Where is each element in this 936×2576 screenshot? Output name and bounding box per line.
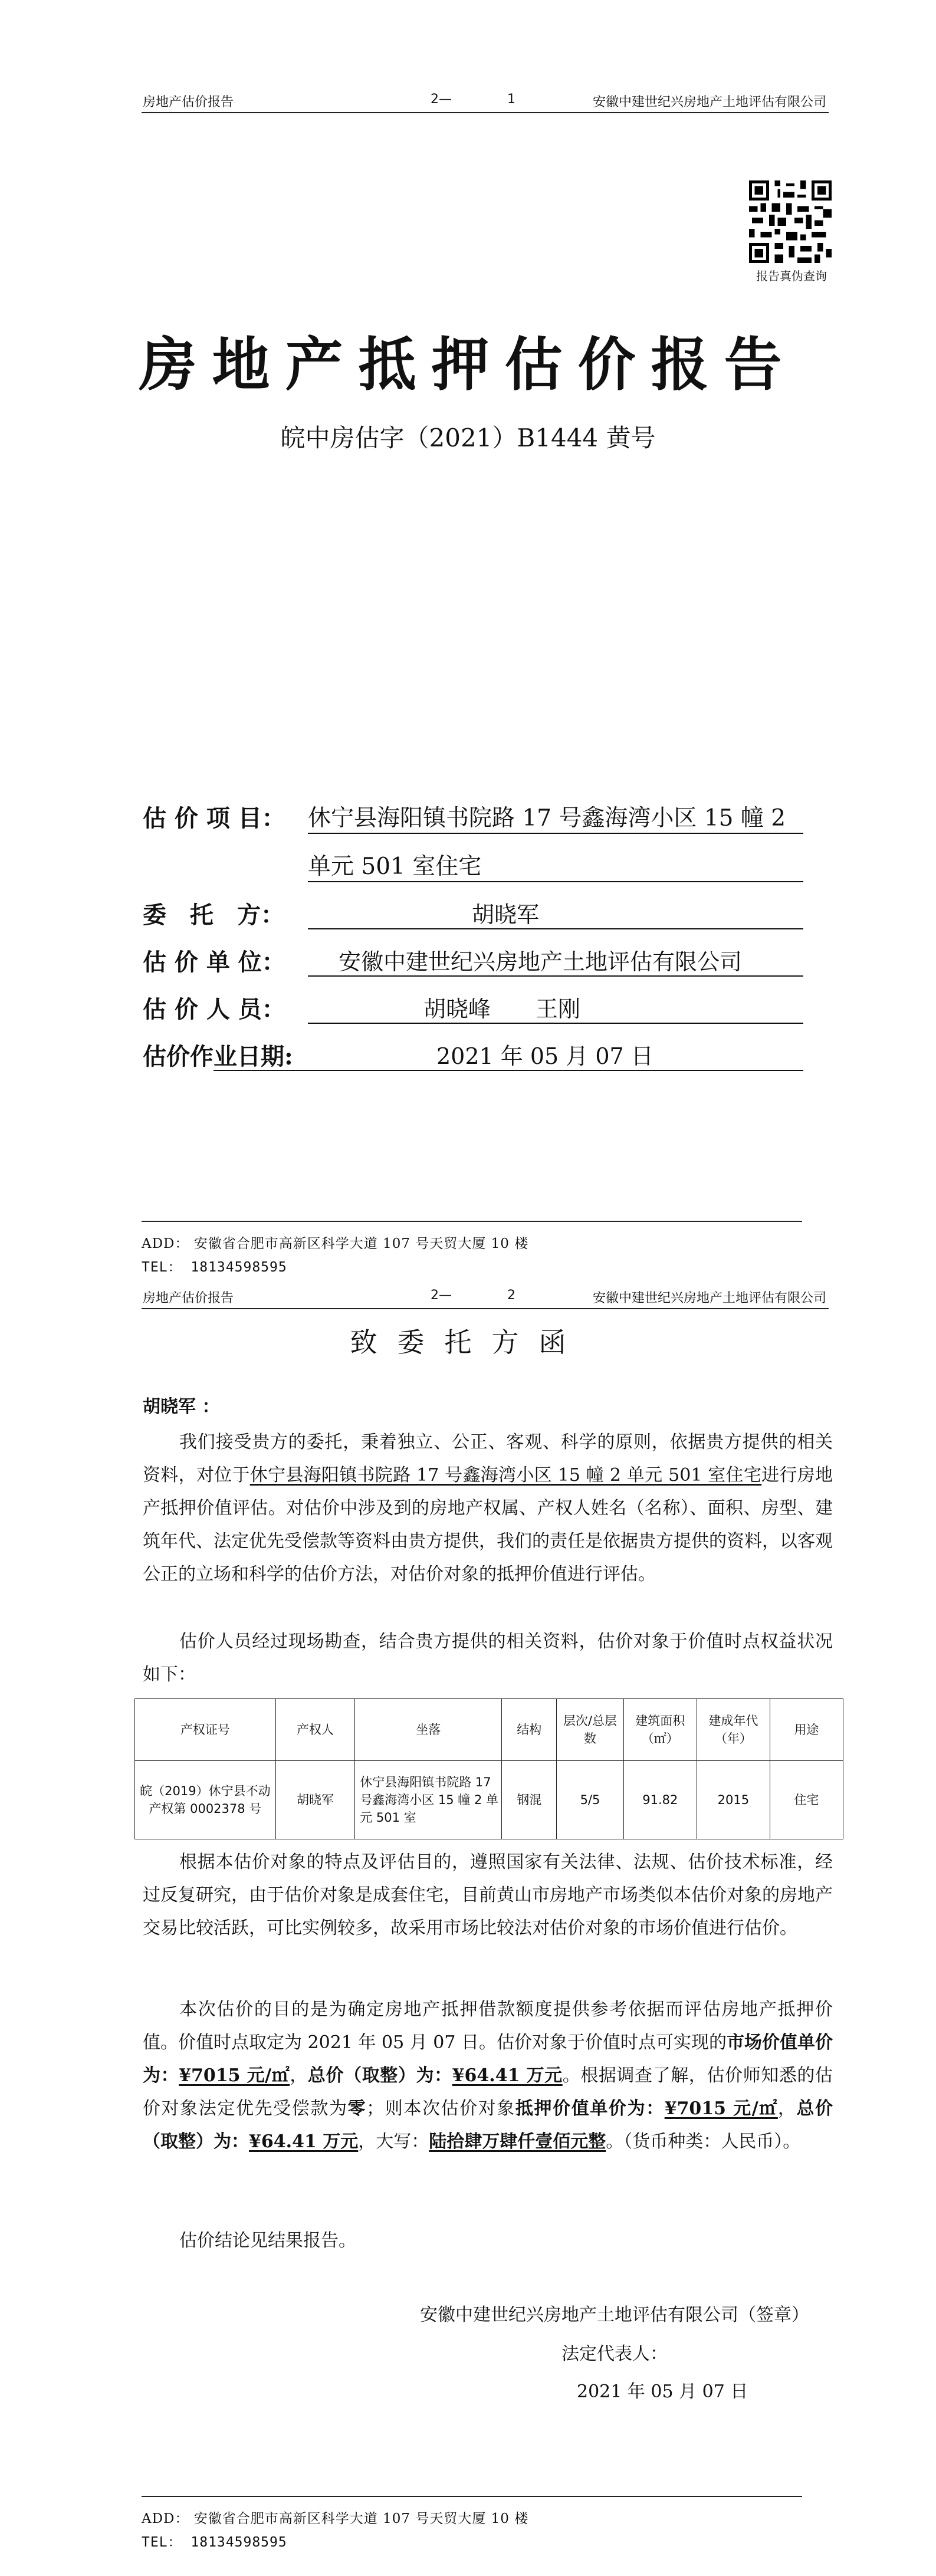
table-header-row bbox=[135, 1699, 843, 1761]
page2-running-header bbox=[142, 1284, 829, 1309]
table-header-cell: 坐落 bbox=[355, 1699, 502, 1761]
footer-tel: TEL： 18134598595 bbox=[142, 1260, 287, 1275]
paragraph-text: 。（货币种类：人民币）。 bbox=[606, 2131, 801, 2152]
market-unit-price: ¥7015 元/㎡ bbox=[179, 2065, 290, 2086]
paragraph-intro bbox=[143, 1426, 833, 1591]
qr-code[interactable] bbox=[749, 180, 832, 263]
underline bbox=[308, 975, 803, 977]
field-value-project-line2: 单元 501 室住宅 bbox=[308, 853, 482, 880]
market-total-price: ¥64.41 万元 bbox=[452, 2065, 563, 2086]
paragraph-text: 本次估价的目的是为确定房地产抵押借款额度提供参考依据而评估房地产抵押价值。价值时点取定为 2021 年 05 月 07 日。估价对象于价值时点可实现的 bbox=[143, 1999, 833, 2053]
table-cell: 5/5 bbox=[557, 1761, 624, 1839]
property-address: 休宁县海阳镇书院路 17 号鑫海湾小区 15 幢 2 单元 501 室住宅 bbox=[249, 1465, 762, 1486]
field-label-client: 委 托 方： bbox=[143, 901, 284, 929]
table-cell: 皖（2019）休宁县不动产权第 0002378 号 bbox=[135, 1761, 276, 1839]
underline bbox=[308, 833, 803, 834]
priority-claim-value: 零 bbox=[347, 2098, 367, 2119]
underline bbox=[214, 1070, 803, 1071]
footer-rule bbox=[142, 1221, 802, 1222]
header-page-prefix: 2— bbox=[431, 1288, 452, 1303]
field-label-work-date: 估价作业日期: bbox=[143, 1043, 293, 1070]
signature-legal-rep: 法定代表人： bbox=[561, 2344, 668, 2364]
underline bbox=[308, 1023, 803, 1024]
mortgage-unit-price-label: 抵押价值单价为： bbox=[515, 2098, 665, 2119]
property-info-table bbox=[134, 1698, 843, 1839]
field-value-project-line1: 休宁县海阳镇书院路 17 号鑫海湾小区 15 幢 2 bbox=[308, 805, 786, 832]
table-header-cell: 用途 bbox=[770, 1699, 843, 1761]
header-page-prefix: 2— bbox=[431, 92, 452, 107]
table-cell: 钢混 bbox=[502, 1761, 557, 1839]
table-cell: 休宁县海阳镇书院路 17 号鑫海湾小区 15 幢 2 单元 501 室 bbox=[355, 1761, 502, 1839]
report-number: 皖中房估字（2021）B1444 黄号 bbox=[280, 423, 656, 452]
table-cell: 91.82 bbox=[623, 1761, 697, 1839]
signature-company: 安徽中建世纪兴房地产土地评估有限公司（签章） bbox=[420, 2305, 809, 2325]
table-header-cell: 产权人 bbox=[275, 1699, 354, 1761]
mortgage-total-price: ¥64.41 万元 bbox=[249, 2131, 359, 2152]
paragraph-text: ，大写： bbox=[358, 2131, 429, 2152]
paragraph-text: ， bbox=[777, 2098, 797, 2119]
table-header-cell: 产权证号 bbox=[135, 1699, 276, 1761]
table-row bbox=[135, 1761, 843, 1839]
table-header-cell: 层次/总层数 bbox=[557, 1699, 624, 1761]
salutation: 胡晓军 ： bbox=[143, 1397, 220, 1417]
field-label-project: 估 价 项 目： bbox=[143, 804, 285, 832]
total-price-in-words: 陆拾肆万肆仟壹佰元整 bbox=[429, 2131, 606, 2152]
signature-date: 2021 年 05 月 07 日 bbox=[577, 2381, 748, 2402]
letter-title: 致委托方函 bbox=[350, 1326, 586, 1358]
table-header-cell: 建成年代（年） bbox=[697, 1699, 770, 1761]
mortgage-total-price-label: 总价（取整）为： bbox=[143, 2098, 833, 2152]
header-left-text: 房地产估价报告 bbox=[143, 95, 234, 110]
field-value-appraiser-company: 安徽中建世纪兴房地产土地评估有限公司 bbox=[339, 949, 743, 975]
footer-address: ADD： 安徽省合肥市高新区科学大道 107 号天贸大厦 10 楼 bbox=[142, 2511, 529, 2526]
footer-address: ADD： 安徽省合肥市高新区科学大道 107 号天贸大厦 10 楼 bbox=[142, 1236, 529, 1251]
field-value-work-date: 2021 年 05 月 07 日 bbox=[436, 1043, 653, 1069]
paragraph-text: 。根据调查了解，估价师知悉的估价对象法定优先受偿款为 bbox=[143, 2065, 833, 2119]
paragraph-valuation bbox=[143, 1993, 833, 2158]
paragraph-text: 进行房地产抵押价值评估。对估价中涉及到的房地产权属、产权人姓名（名称）、面积、房型、建筑年代、法定优先受偿款等资料由贵方提供，我们的责任是依据贵方提供的资料，以客观公正的立场和科学的估价方法，对估价对象的抵押价值进行评估。 bbox=[143, 1465, 833, 1585]
footer-tel: TEL： 18134598595 bbox=[142, 2535, 287, 2550]
field-label-appraiser-company: 估 价 单 位： bbox=[143, 948, 285, 976]
market-total-price-label: 总价（取整）为： bbox=[307, 2065, 452, 2086]
paragraph-status: 估价人员经过现场勘查，结合贵方提供的相关资料，估价对象于价值时点权益状况如下： bbox=[143, 1631, 833, 1685]
page1-running-header bbox=[142, 88, 829, 113]
field-value-client: 胡晓军 bbox=[472, 902, 540, 928]
qr-caption: 报告真伪查询 bbox=[756, 269, 827, 283]
mortgage-unit-price: ¥7015 元/㎡ bbox=[664, 2098, 778, 2119]
paragraph-conclusion: 估价结论见结果报告。 bbox=[179, 2230, 356, 2251]
header-page-number: 2 bbox=[507, 1288, 515, 1303]
header-right-text: 安徽中建世纪兴房地产土地评估有限公司 bbox=[592, 95, 826, 110]
paragraph-text: 我们接受贵方的委托，秉着独立、公正、客观、科学的原则，依据贵方提供的相关资料，对位于 bbox=[143, 1432, 833, 1486]
table-header-cell: 结构 bbox=[502, 1699, 557, 1761]
footer-rule bbox=[142, 2496, 802, 2497]
table-cell: 住宅 bbox=[770, 1761, 843, 1839]
report-title: 房地产抵押估价报告 bbox=[139, 331, 797, 399]
header-right-text: 安徽中建世纪兴房地产土地评估有限公司 bbox=[592, 1291, 826, 1306]
table-cell: 胡晓军 bbox=[275, 1761, 354, 1839]
header-left-text: 房地产估价报告 bbox=[143, 1291, 234, 1306]
paragraph-text: ；则本次估价对象 bbox=[366, 2098, 515, 2119]
underline bbox=[308, 928, 803, 929]
paragraph-text: ， bbox=[290, 2065, 308, 2086]
field-label-appraisers: 估 价 人 员： bbox=[143, 995, 285, 1023]
table-cell: 2015 bbox=[697, 1761, 770, 1839]
field-value-appraisers: 胡晓峰 王刚 bbox=[423, 996, 581, 1022]
table-header-cell: 建筑面积（㎡） bbox=[623, 1699, 697, 1761]
market-unit-price-label: 市场价值单价为： bbox=[143, 2032, 833, 2086]
paragraph-method: 根据本估价对象的特点及评估目的，遵照国家有关法律、法规、估价技术标准，经过反复研究，由于估价对象是成套住宅，目前黄山市房地产市场类似本估价对象的房地产交易比较活跃，可比实例较多，故采用市场比较法对估价对象的市场价值进行估价。 bbox=[143, 1852, 833, 1938]
underline bbox=[308, 881, 803, 882]
header-page-number: 1 bbox=[507, 92, 515, 107]
